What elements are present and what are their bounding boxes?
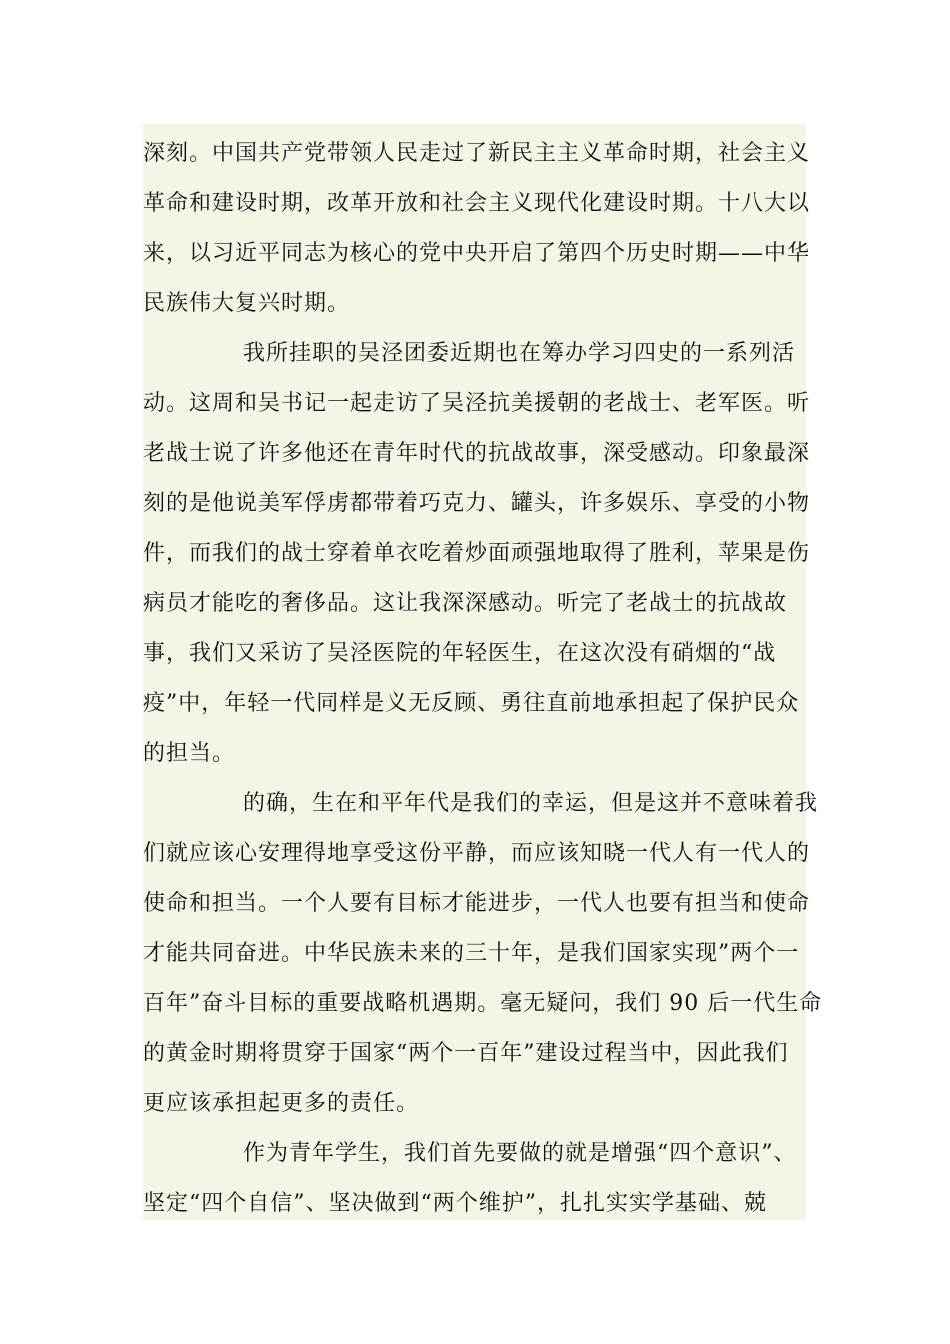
paragraph-first-line: 作为青年学生，我们首先要做的就是增强“四个意识”、	[243, 1141, 797, 1166]
text-line: 百年”奋斗目标的重要战略机遇期。毫无疑问，我们 90 后一代生命	[143, 991, 823, 1016]
text-line: 病员才能吃的奢侈品。这让我深深感动。听完了老战士的抗战故	[143, 591, 788, 616]
text-line: 深刻。中国共产党带领人民走过了新民主主义革命时期，社会主义	[143, 141, 811, 166]
text-line: 的黄金时期将贯穿于国家“两个一百年”建设过程当中，因此我们	[143, 1041, 789, 1066]
text-line: 动。这周和吴书记一起走访了吴泾抗美援朝的老战士、老军医。听	[143, 391, 811, 416]
text-line: 疫”中，年轻一代同样是义无反顾、勇往直前地承担起了保护民众	[143, 691, 800, 716]
text-line: 民族伟大复兴时期。	[143, 291, 351, 316]
text-line: 更应该承担起更多的责任。	[143, 1091, 420, 1116]
paragraph-first-line: 我所挂职的吴泾团委近期也在筹办学习四史的一系列活	[243, 341, 796, 366]
text-line: 老战士说了许多他还在青年时代的抗战故事，深受感动。印象最深	[143, 441, 811, 466]
text-line: 坚定“四个自信”、坚决做到“两个维护”，扎扎实实学基础、兢	[143, 1191, 767, 1216]
text-line: 使命和担当。一个人要有目标才能进步，一代人也要有担当和使命	[143, 891, 811, 916]
text-line: 革命和建设时期，改革开放和社会主义现代化建设时期。十八大以	[143, 191, 811, 216]
text-line: 刻的是他说美军俘虏都带着巧克力、罐头，许多娱乐、享受的小物	[143, 491, 811, 516]
paragraph-first-line: 的确，生在和平年代是我们的幸运，但是这并不意味着我	[243, 791, 819, 816]
text-line: 的担当。	[143, 741, 236, 766]
document-text-block	[143, 124, 823, 1220]
text-line: 来，以习近平同志为核心的党中央开启了第四个历史时期——中华	[143, 241, 811, 266]
text-line: 们就应该心安理得地享受这份平静，而应该知晓一代人有一代人的	[143, 841, 811, 866]
text-line: 事，我们又采访了吴泾医院的年轻医生，在这次没有硝烟的“战	[143, 641, 777, 666]
text-line: 才能共同奋进。中华民族未来的三十年，是我们国家实现”两个一	[143, 941, 800, 966]
text-line: 件，而我们的战士穿着单衣吃着炒面顽强地取得了胜利，苹果是伤	[143, 541, 811, 566]
